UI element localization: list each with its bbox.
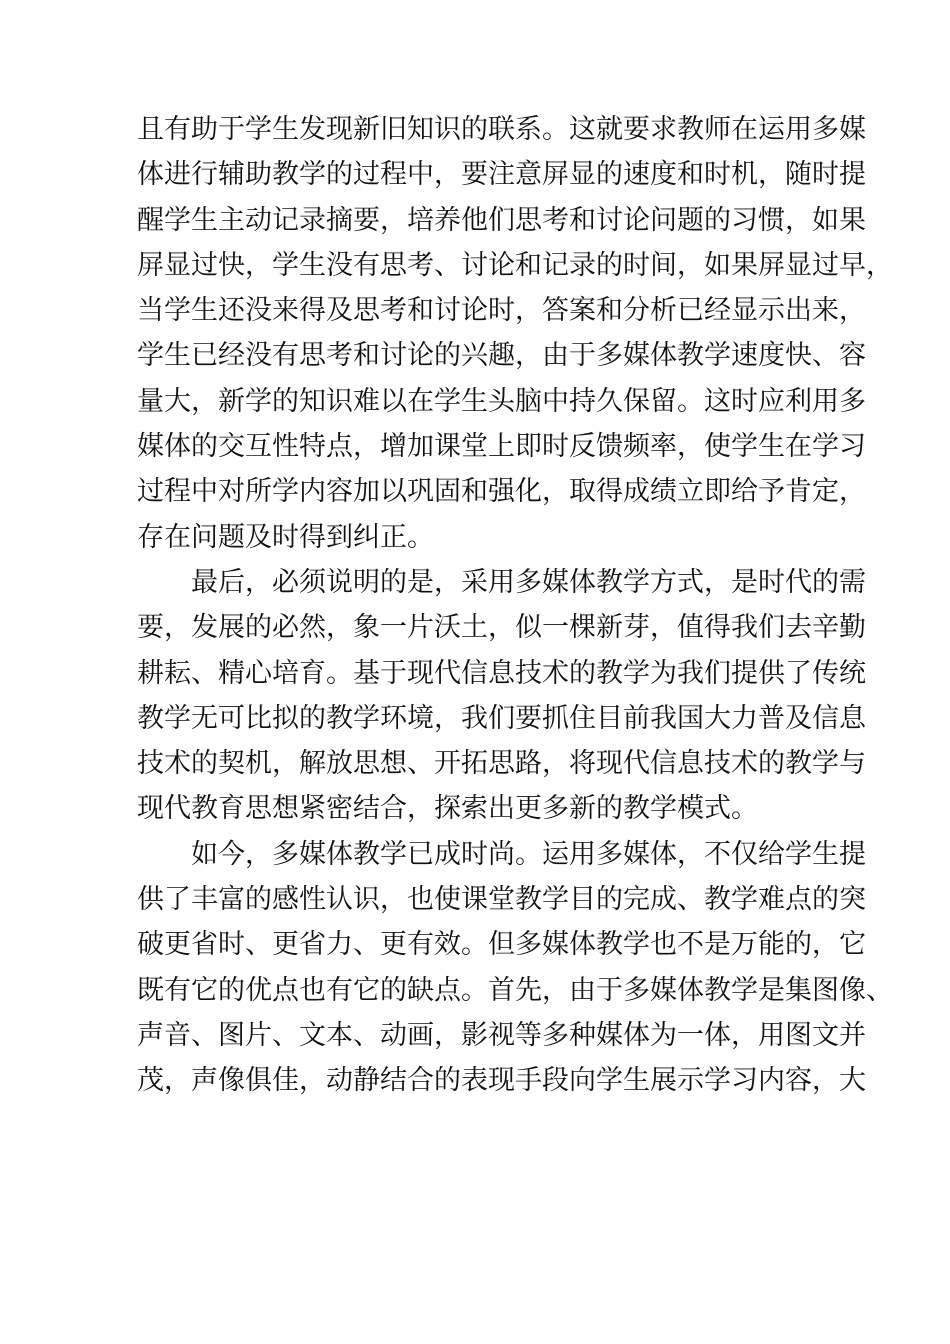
text-line: 屏显过快，学生没有思考、讨论和记录的时间，如果屏显过早， xyxy=(137,249,893,281)
text-line: 学生已经没有思考和讨论的兴趣，由于多媒体教学速度快、容 xyxy=(137,340,866,372)
text-line: 供了丰富的感性认识，也使课堂教学目的完成、教学难点的突 xyxy=(137,884,866,916)
text-line: 且有助于学生发现新旧知识的联系。这就要求教师在运用多媒 xyxy=(137,114,866,145)
text-line: 耕耘、精心培育。基于现代信息技术的教学为我们提供了传统 xyxy=(137,657,866,689)
text-line: 破更省时、更省力、更有效。但多媒体教学也不是万能的，它 xyxy=(137,929,866,961)
text-line: 现代教育思想紧密结合，探索出更多新的教学模式。 xyxy=(137,793,758,825)
document-body xyxy=(137,107,893,1104)
paragraph-3 xyxy=(137,832,893,1104)
text-line: 体进行辅助教学的过程中，要注意屏显的速度和时机，随时提 xyxy=(137,159,866,191)
text-line: 媒体的交互性特点，增加课堂上即时反馈频率，使学生在学习 xyxy=(137,431,866,463)
text-line: 技术的契机，解放思想、开拓思路，将现代信息技术的教学与 xyxy=(137,748,866,780)
text-line: 过程中对所学内容加以巩固和强化，取得成绩立即给予肯定， xyxy=(137,476,866,508)
text-line: 茂，声像俱佳，动静结合的表现手段向学生展示学习内容，大 xyxy=(137,1065,866,1097)
paragraph-2 xyxy=(137,560,866,832)
text-line: 既有它的优点也有它的缺点。首先，由于多媒体教学是集图像、 xyxy=(137,974,893,1006)
text-line: 当学生还没来得及思考和讨论时，答案和分析已经显示出来， xyxy=(137,295,866,327)
text-line-indented: 如今，多媒体教学已成时尚。运用多媒体，不仅给学生提 xyxy=(191,838,866,870)
paragraph-1 xyxy=(137,107,893,560)
text-line: 量大，新学的知识难以在学生头脑中持久保留。这时应利用多 xyxy=(137,385,866,417)
text-line: 存在问题及时得到纠正。 xyxy=(137,521,434,553)
text-line-indented: 最后，必须说明的是，采用多媒体教学方式，是时代的需 xyxy=(191,566,866,598)
text-line: 教学无可比拟的教学环境，我们要抓住目前我国大力普及信息 xyxy=(137,702,866,734)
text-line: 醒学生主动记录摘要，培养他们思考和讨论问题的习惯，如果 xyxy=(137,204,866,236)
text-line: 声音、图片、文本、动画，影视等多种媒体为一体，用图文并 xyxy=(137,1019,866,1051)
text-line: 要，发展的必然，象一片沃土，似一棵新芽，值得我们去辛勤 xyxy=(137,612,866,644)
